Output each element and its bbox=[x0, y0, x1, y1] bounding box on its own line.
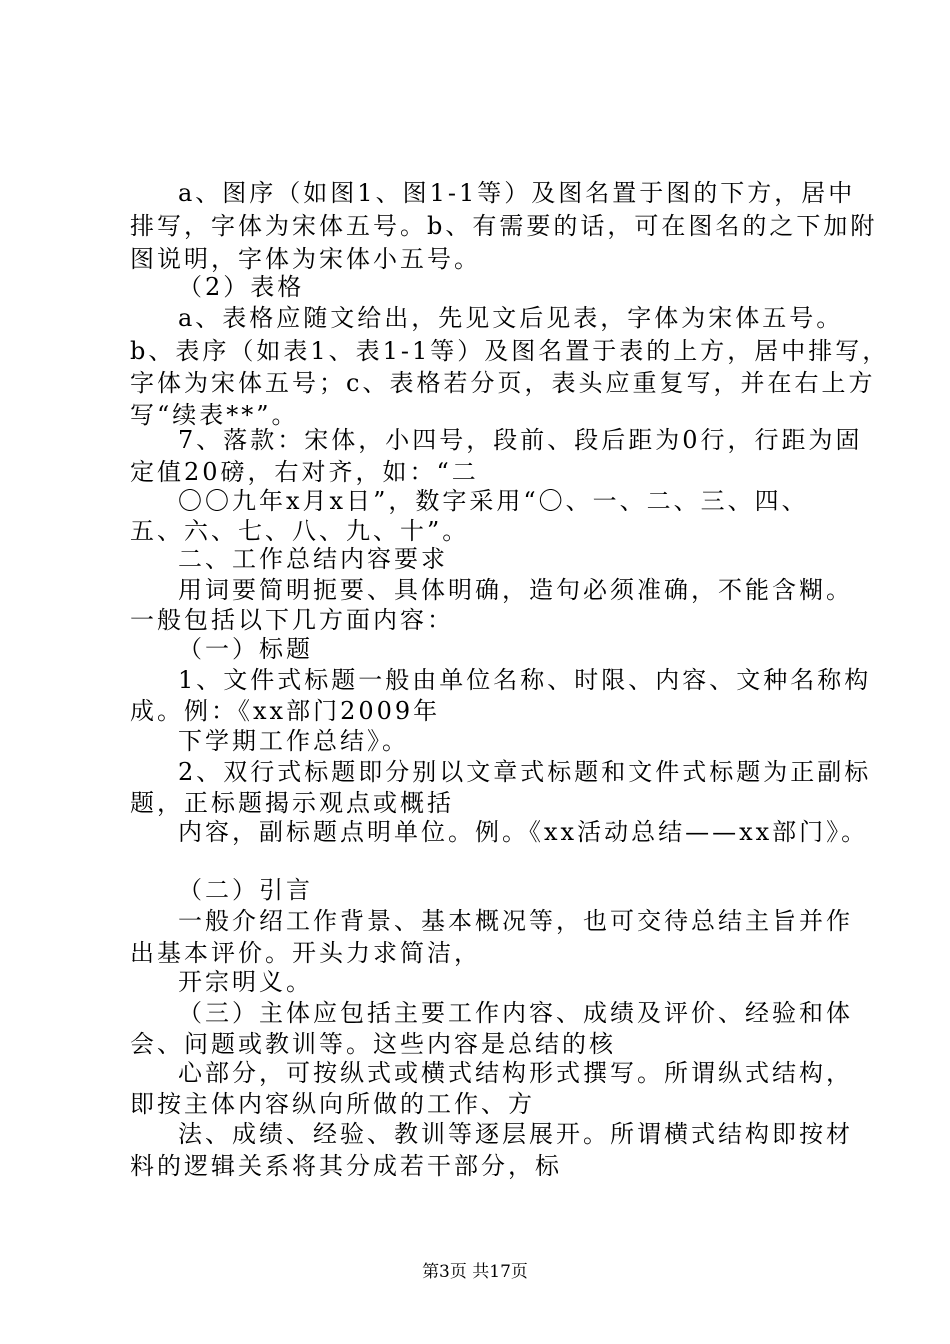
text-line: 五、六、七、八、九、十”。 bbox=[130, 517, 470, 545]
text-line: 用词要简明扼要、具体明确，造句必须准确，不能含糊。 bbox=[178, 576, 853, 604]
text-line: 7、落款：宋体，小四号，段前、段后距为0行，行距为固 bbox=[178, 426, 863, 454]
text-line: 心部分，可按纵式或横式结构形式撰写。所谓纵式结构， bbox=[178, 1059, 853, 1087]
text-line: 1、文件式标题一般由单位名称、时限、内容、文种名称构 bbox=[178, 666, 872, 694]
text-line: 2、双行式标题即分别以文章式标题和文件式标题为正副标 bbox=[178, 758, 872, 786]
text-line: a、表格应随文给出，先见文后见表，字体为宋体五号。 bbox=[178, 304, 844, 332]
text-line: （三）主体应包括主要工作内容、成绩及评价、经验和体 bbox=[178, 999, 853, 1027]
page-number-footer: 第3页 共17页 bbox=[422, 1262, 528, 1282]
text-line: 二、工作总结内容要求 bbox=[178, 545, 448, 573]
text-line: 会、问题或教训等。这些内容是总结的核 bbox=[130, 1030, 616, 1058]
text-line: 料的逻辑关系将其分成若干部分，标 bbox=[130, 1152, 562, 1180]
text-line: 出基本评价。开头力求简洁， bbox=[130, 939, 481, 967]
text-line: 一般包括以下几方面内容： bbox=[130, 606, 454, 634]
text-line: （2）表格 bbox=[178, 273, 305, 301]
text-line: 开宗明义。 bbox=[178, 968, 313, 996]
text-line: （二）引言 bbox=[178, 876, 313, 904]
text-line: b、表序（如表1、表1-1等）及图名置于表的上方，居中排写， bbox=[130, 337, 890, 365]
text-line: 即按主体内容纵向所做的工作、方 bbox=[130, 1090, 535, 1118]
text-line: 图说明，字体为宋体小五号。 bbox=[130, 245, 481, 273]
text-line: 〇〇九年x月x日”，数字采用“〇、一、二、三、四、 bbox=[178, 487, 809, 515]
text-line: 成。例：《xx部门2009年 bbox=[130, 697, 441, 725]
text-line: 下学期工作总结》。 bbox=[178, 727, 409, 755]
text-line: 题，正标题揭示观点或概括 bbox=[130, 789, 454, 817]
text-line: 写“续表**”。 bbox=[130, 401, 299, 429]
text-line: 内容，副标题点明单位。例。《xx活动总结——xx部门》。 bbox=[178, 818, 869, 846]
text-line: 字体为宋体五号；c、表格若分页，表头应重复写，并在右上方 bbox=[130, 369, 876, 397]
text-line: 一般介绍工作背景、基本概况等，也可交待总结主旨并作 bbox=[178, 907, 853, 935]
text-line: a、图序（如图1、图1-1等）及图名置于图的下方，居中 bbox=[178, 179, 856, 207]
text-line: （一）标题 bbox=[178, 635, 313, 663]
text-line: 法、成绩、经验、教训等逐层展开。所谓横式结构即按材 bbox=[178, 1120, 853, 1148]
text-line: 定值20磅，右对齐，如：“二 bbox=[130, 458, 479, 486]
text-line: 排写，字体为宋体五号。b、有需要的话，可在图名的之下加附 bbox=[130, 212, 878, 240]
